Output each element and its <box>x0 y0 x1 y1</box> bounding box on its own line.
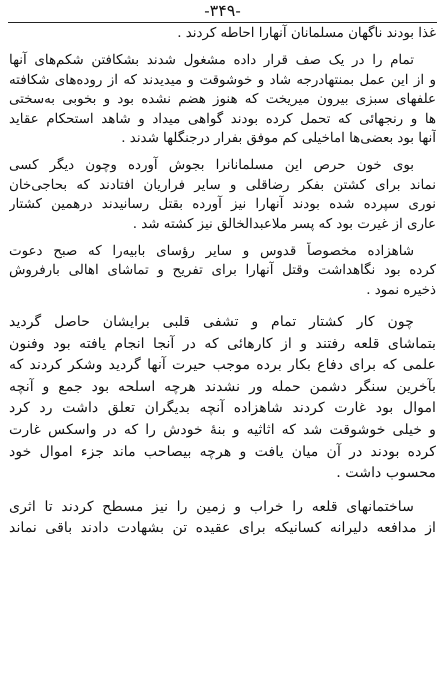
text-line: بآخرین سنگر دشمن حمله ور نشدند هرچه اسلحه بود جمع و آنچه <box>9 378 436 395</box>
text-line: چون کار کشتار تمام و تشفی قلبی برایشان حاصل گردید <box>9 314 414 331</box>
text-line: کرده بود نگاهداشت وقتل آنهارا برای تفریح و تماشای اهالی بارفروش <box>9 263 436 279</box>
text-line: عاری از غیرت بود که پسر ملاعبدالخالق نیز کشته شد . <box>132 216 436 232</box>
text-line: اموال بود غارت کردند شاهزاده آنچه بدیگران تعلق داشت رد کرد <box>9 400 436 417</box>
text-line: غذا بودند ناگهان مسلمانان آنهارا احاطه کردند . <box>177 26 436 41</box>
text-line: از مدافعه دلیرانه کسانیکه برای عقیده تن بشهادت دادند باقی نماند <box>9 520 436 537</box>
text-line: بتماشای قلعه رفتند و از کارهائی که در آنجا انجام یافته بود وفنون <box>9 335 436 352</box>
text-line: بوی خون حرص این مسلمانانرا بجوش آورده وچون دیگر کسی <box>9 158 414 174</box>
text-line: علمی که برای دفاع بکار برده موجب حیرت آنها گردید وشکر کردند که <box>9 357 436 374</box>
document-body <box>9 24 436 540</box>
text-line: شاهزاده مخصوصاً قدوس و سایر رؤسای بابیه‌را که صبح دعوت <box>9 243 414 259</box>
text-line: ذخیره نمود . <box>366 282 436 298</box>
header-rule <box>8 22 437 23</box>
text-line: کرده بودند در آن میان یافت و هرچه بیصاحب ماند جزء اموال خود <box>9 443 436 460</box>
text-line: علفهای سبزی بیرون میریخت که هنوز هضم نشده بود و بخوبی به‌سختی <box>9 92 436 108</box>
text-line: و خیلی خوشوقت شد که اثاثیه و بنهٔ خودش را که در واسکس غارت <box>9 422 436 439</box>
text-line: محسوب داشت . <box>336 465 436 482</box>
text-line: تمام را در یک صف قرار داده مشغول شدند بشکافتن شکم‌های آنها <box>9 53 414 69</box>
text-line: آنها بود بعضی‌ها اماخیلی کم موفق بفرار درجنگلها شدند . <box>121 130 436 146</box>
text-line: ساختمانهای قلعه را خراب و زمین را نیز مسطح کردند تا اثری <box>9 498 414 515</box>
text-line: نوری سپرده شده بودند آنهارا نیز آورده بقتل رسانیدند درهمین کشتار <box>9 197 436 213</box>
text-line: نماند برای کشتن بفکر رضاقلی و سایر فراریان افتادند که بحاجی‌خان <box>9 177 436 193</box>
text-line: ها و رنجهائی که تحمل کرده بودند گواهی میداد و شاهد استحکام عقاید <box>9 111 436 127</box>
page-number: -۳۴۹- <box>204 1 241 20</box>
text-line: و از این عمل بمنتهادرجه شاد و خوشوقت و میدیدند که از روده‌های شکافته <box>9 72 436 88</box>
